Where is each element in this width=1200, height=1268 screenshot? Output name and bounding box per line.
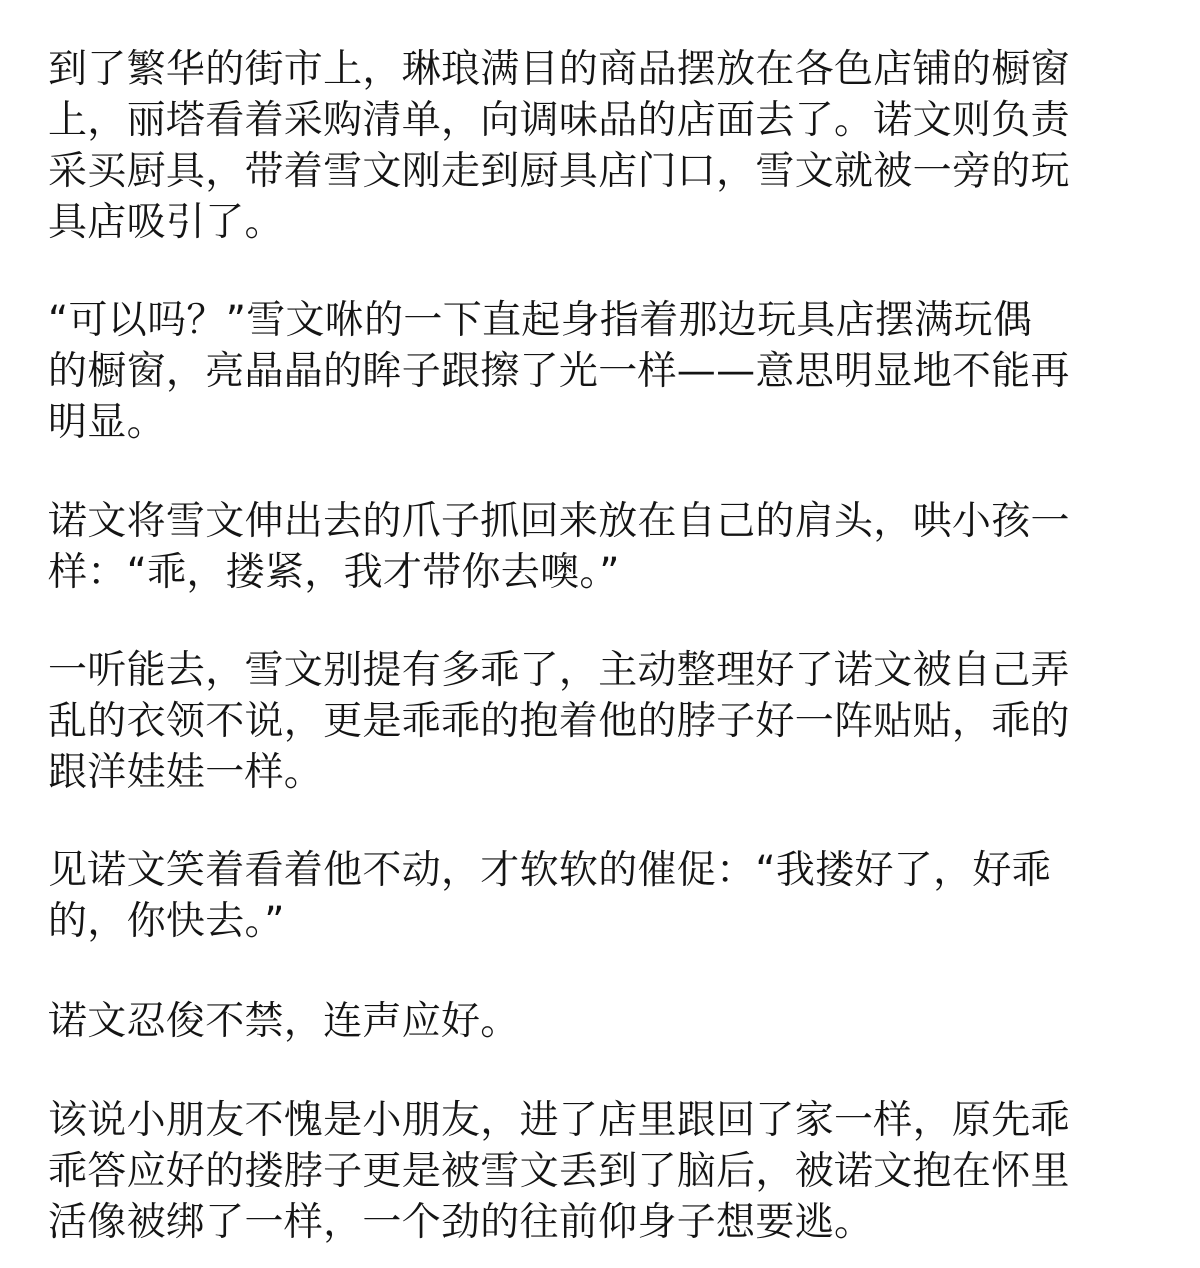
text-line: 活像被绑了一样，一个劲的往前仰身子想要逃。 (48, 1200, 874, 1245)
text-line: 该说小朋友不愧是小朋友，进了店里跟回了家一样，原先乖 (48, 1098, 1070, 1143)
text-line: 诺文将雪文伸出去的爪子抓回来放在自己的肩头，哄小孩一 (48, 499, 1070, 544)
paragraph-7 (48, 1095, 1070, 1248)
text-line: 乱的衣领不说，更是乖乖的抱着他的脖子好一阵贴贴，乖的 (48, 699, 1070, 744)
text-line: “可以吗？”雪文咻的一下直起身指着那边玩具店摆满玩偶 (48, 298, 1033, 343)
paragraph-2 (48, 295, 1070, 448)
text-line: 样：“乖，搂紧，我才带你去噢。” (48, 550, 620, 595)
text-line: 诺文忍俊不禁，连声应好。 (48, 999, 520, 1044)
text-line: 见诺文笑着看着他不动，才软软的催促：“我搂好了，好乖 (48, 848, 1052, 893)
paragraph-1 (48, 44, 1070, 248)
text-line: 采买厨具，带着雪文刚走到厨具店门口，雪文就被一旁的玩 (48, 149, 1070, 194)
paragraph-5 (48, 845, 1051, 947)
text-line: 一听能去，雪文别提有多乖了，主动整理好了诺文被自己弄 (48, 648, 1070, 693)
text-line: 到了繁华的街市上，琳琅满目的商品摆放在各色店铺的橱窗 (48, 47, 1070, 92)
text-line: 跟洋娃娃一样。 (48, 750, 324, 795)
text-line: 的，你快去。” (48, 899, 285, 944)
text-line: 乖答应好的搂脖子更是被雪文丢到了脑后，被诺文抱在怀里 (48, 1149, 1070, 1194)
text-line: 明显。 (48, 400, 166, 445)
text-line: 的橱窗，亮晶晶的眸子跟擦了光一样——意思明显地不能再 (48, 349, 1070, 394)
paragraph-3 (48, 496, 1070, 598)
paragraph-4 (48, 645, 1070, 798)
text-line: 具店吸引了。 (48, 200, 284, 245)
text-line: 上，丽塔看着采购清单，向调味品的店面去了。诺文则负责 (48, 98, 1070, 143)
paragraph-6 (48, 996, 520, 1047)
